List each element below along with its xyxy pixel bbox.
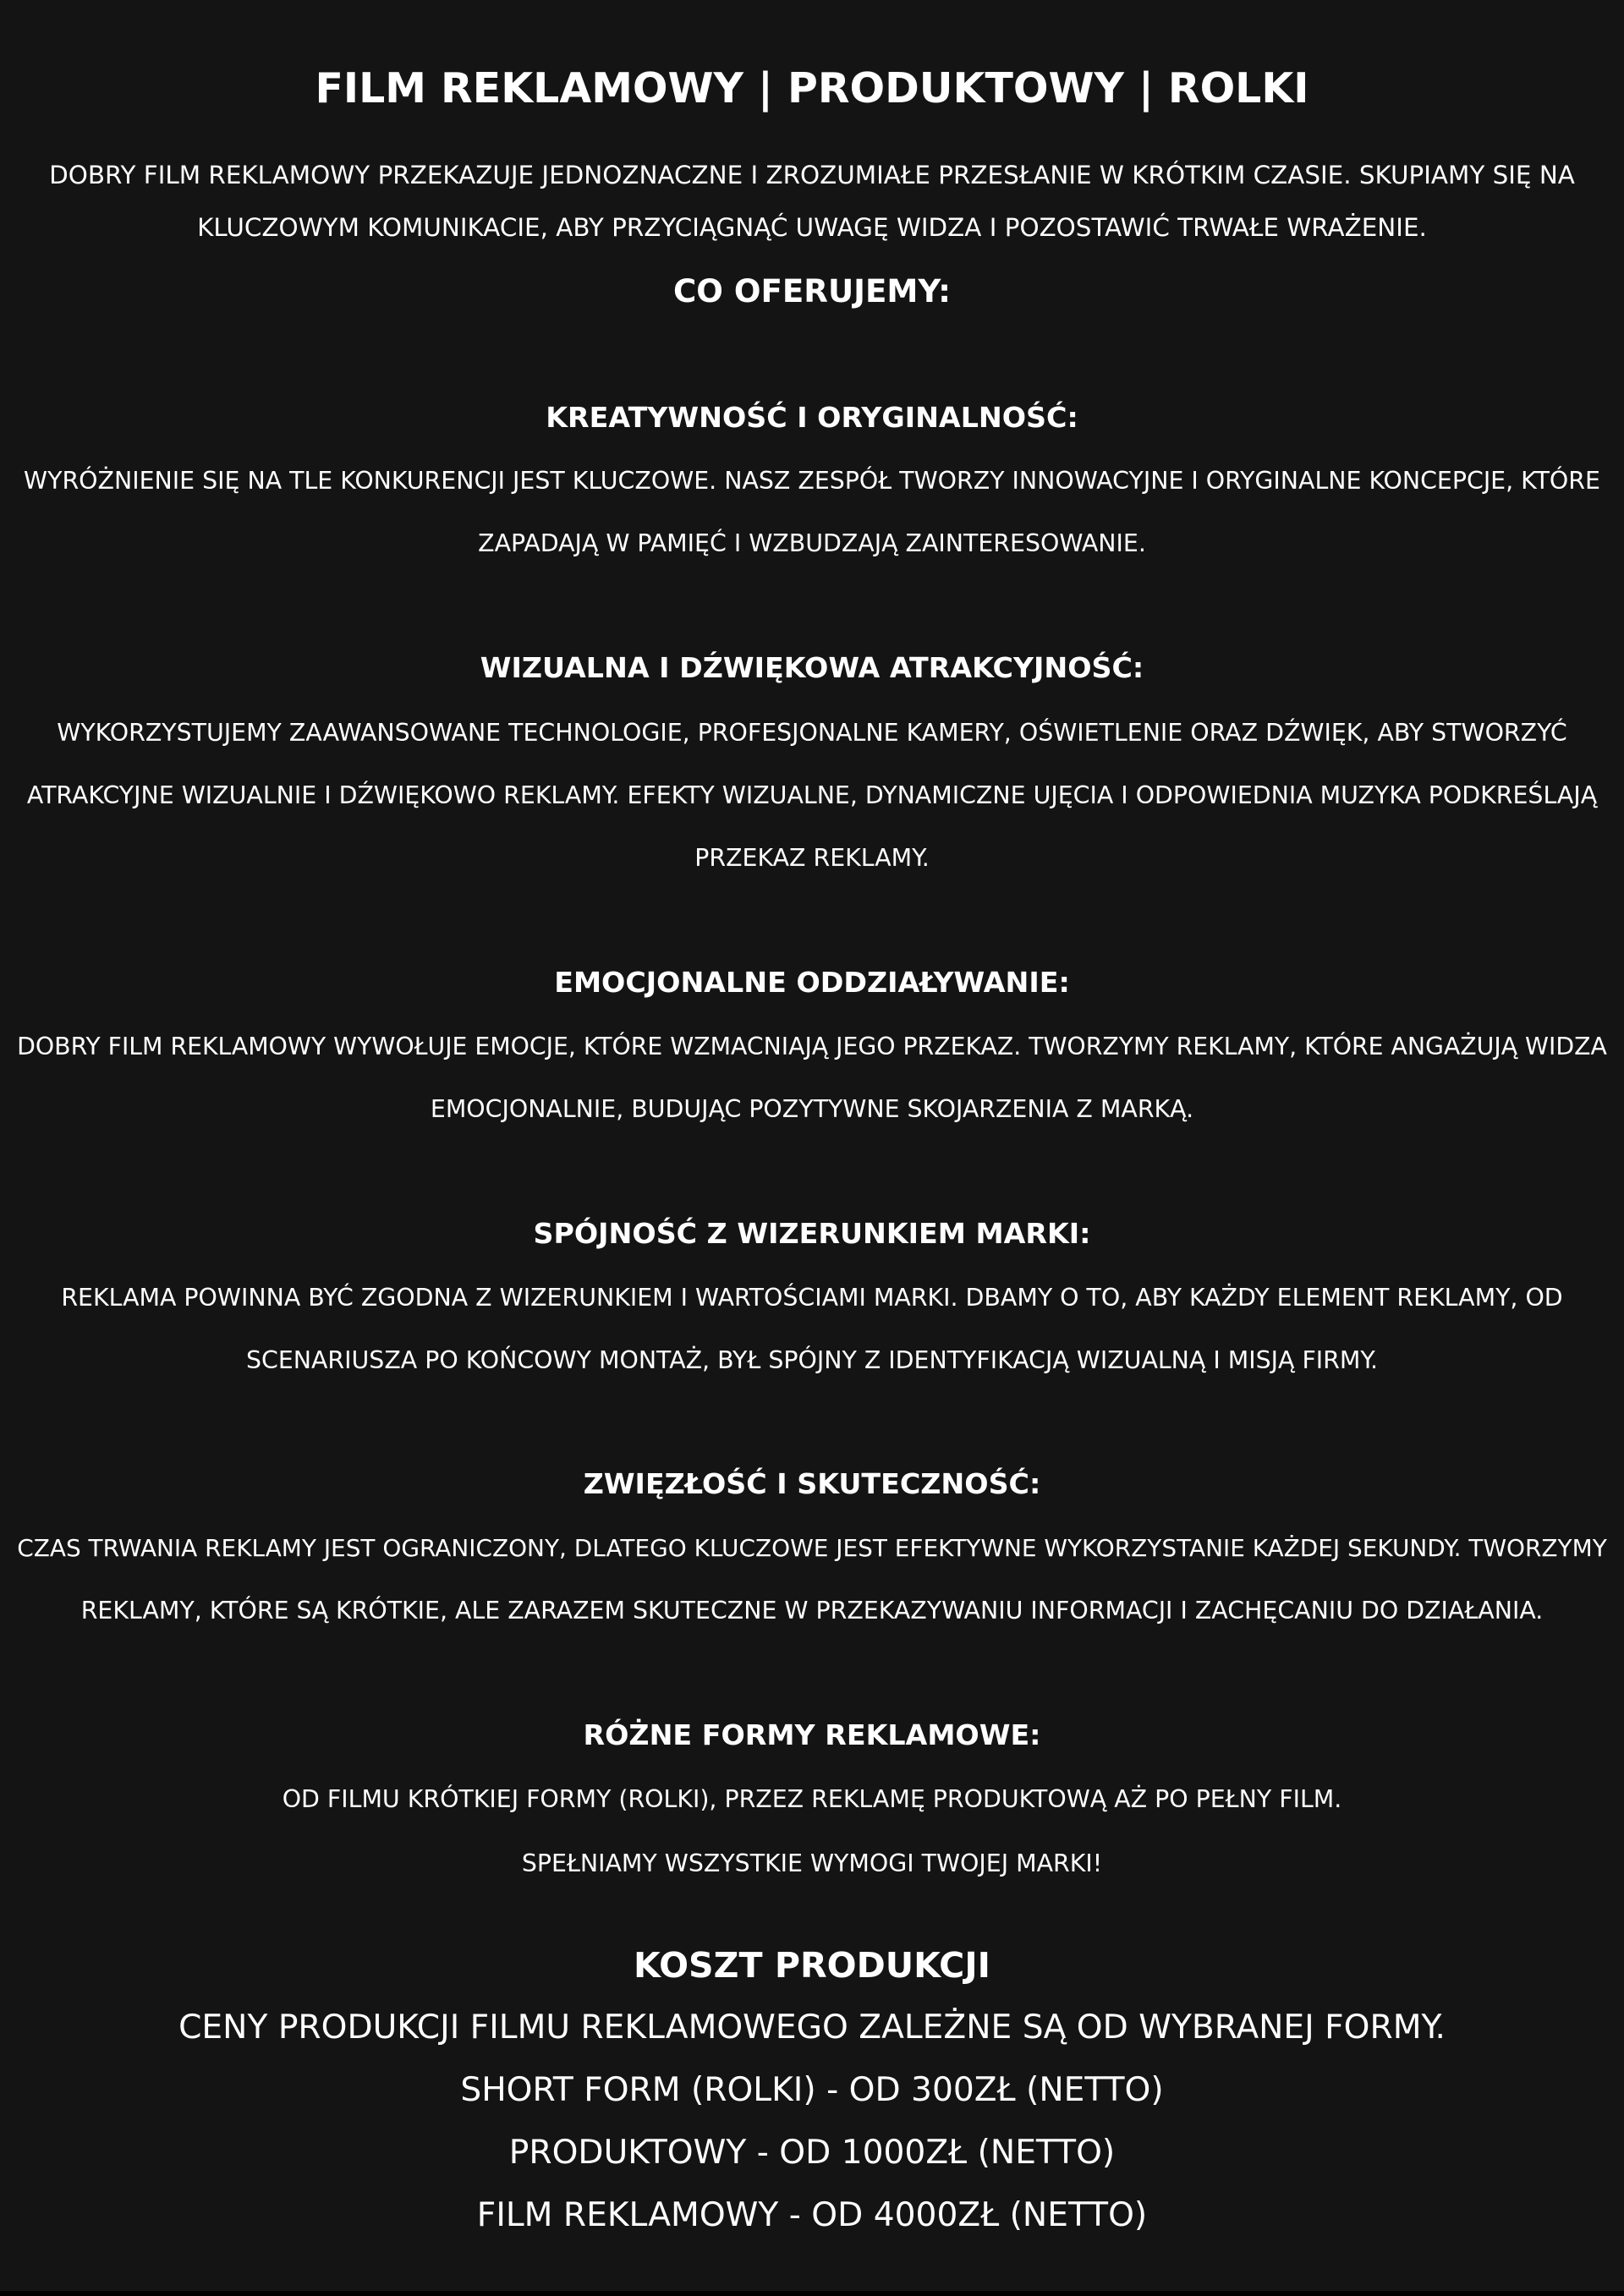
intro-line: DOBRY FILM REKLAMOWY PRZEKAZUJE JEDNOZNACZNE I ZROZUMIAŁE PRZESŁANIE W KRÓTKIM CZASIE. SKUPIAMY SIĘ NA [49, 161, 1575, 189]
section-line: SPEŁNIAMY WSZYSTKIE WYMOGI TWOJEJ MARKI! [521, 1849, 1103, 1877]
cost-line-intro: CENY PRODUKCJI FILMU REKLAMOWEGO ZALEŻNE SĄ OD WYBRANEJ FORMY. [178, 2008, 1446, 2047]
section-body-audiovisual [0, 702, 1624, 890]
section-title-emotion: EMOCJONALNE ODDZIAŁYWANIE: [554, 966, 1070, 999]
page-title: FILM REKLAMOWY | PRODUKTOWY | ROLKI [315, 64, 1309, 112]
section-line: CZAS TRWANIA REKLAMY JEST OGRANICZONY, DLATEGO KLUCZOWE JEST EFEKTYWNE WYKORZYSTANIE KAŻDEJ SEKUNDY. TWORZYMY [17, 1534, 1607, 1562]
section-title-audiovisual: WIZUALNA I DŹWIĘKOWA ATRAKCYJNOŚĆ: [480, 651, 1144, 684]
cost-heading: KOSZT PRODUKCJI [634, 1945, 990, 1986]
offer-heading: CO OFERUJEMY: [672, 272, 952, 310]
cost-line-commercial: FILM REKLAMOWY - OD 4000ZŁ (NETTO) [476, 2196, 1148, 2234]
cost-line-short-form: SHORT FORM (ROLKI) - OD 300ZŁ (NETTO) [460, 2071, 1164, 2109]
section-line: ZAPADAJĄ W PAMIĘĆ I WZBUDZAJĄ ZAINTERESOWANIE. [478, 529, 1146, 557]
section-line: OD FILMU KRÓTKIEJ FORMY (ROLKI), PRZEZ REKLAMĘ PRODUKTOWĄ AŻ PO PEŁNY FILM. [282, 1785, 1342, 1813]
section-line: SCENARIUSZA PO KOŃCOWY MONTAŻ, BYŁ SPÓJNY Z IDENTYFIKACJĄ WIZUALNĄ I MISJĄ FIRMY. [245, 1346, 1379, 1374]
section-body-brand [0, 1267, 1624, 1392]
cost-line-product: PRODUKTOWY - OD 1000ZŁ (NETTO) [508, 2134, 1116, 2172]
section-line: ATRAKCYJNE WIZUALNIE I DŹWIĘKOWO REKLAMY. EFEKTY WIZUALNE, DYNAMICZNE UJĘCIA I ODPOWIEDNIA MUZYKA PODKREŚLAJĄ [26, 781, 1598, 809]
section-body-creativity [0, 450, 1624, 575]
section-body-forms [0, 1767, 1624, 1896]
section-line: REKLAMA POWINNA BYĆ ZGODNA Z WIZERUNKIEM I WARTOŚCIAMI MARKI. DBAMY O TO, ABY KAŻDY ELEMENT REKLAMY, OD [61, 1284, 1563, 1312]
section-title-conciseness: ZWIĘZŁOŚĆ I SKUTECZNOŚĆ: [583, 1467, 1041, 1500]
section-line: REKLAMY, KTÓRE SĄ KRÓTKIE, ALE ZARAZEM SKUTECZNE W PRZEKAZYWANIU INFORMACJI I ZACHĘCANIU DO DZIAŁANIA. [80, 1597, 1544, 1625]
section-line: EMOCJONALNIE, BUDUJĄC POZYTYWNE SKOJARZENIA Z MARKĄ. [430, 1095, 1194, 1123]
intro-paragraph [0, 149, 1624, 254]
section-line: PRZEKAZ REKLAMY. [694, 844, 930, 872]
section-line: WYKORZYSTUJEMY ZAAWANSOWANE TECHNOLOGIE, PROFESJONALNE KAMERY, OŚWIETLENIE ORAZ DŹWIĘK, ABY STWORZYĆ [57, 719, 1567, 747]
section-body-emotion [0, 1016, 1624, 1141]
section-line: WYRÓŻNIENIE SIĘ NA TLE KONKURENCJI JEST KLUCZOWE. NASZ ZESPÓŁ TWORZY INNOWACYJNE I ORYGINALNE KONCEPCJE, KTÓRE [24, 467, 1600, 495]
intro-line: KLUCZOWYM KOMUNIKACIE, ABY PRZYCIĄGNĄĆ UWAGĘ WIDZA I POZOSTAWIĆ TRWAŁE WRAŻENIE. [197, 213, 1427, 242]
section-line: DOBRY FILM REKLAMOWY WYWOŁUJE EMOCJE, KTÓRE WZMACNIAJĄ JEGO PRZEKAZ. TWORZYMY REKLAMY, KTÓRE ANGAŻUJĄ WIDZA [17, 1033, 1607, 1060]
bottom-divider [0, 2291, 1624, 2296]
section-body-conciseness [0, 1517, 1624, 1642]
section-title-forms: RÓŻNE FORMY REKLAMOWE: [583, 1718, 1041, 1751]
section-title-creativity: KREATYWNOŚĆ I ORYGINALNOŚĆ: [546, 401, 1078, 434]
section-title-brand: SPÓJNOŚĆ Z WIZERUNKIEM MARKI: [533, 1217, 1091, 1250]
